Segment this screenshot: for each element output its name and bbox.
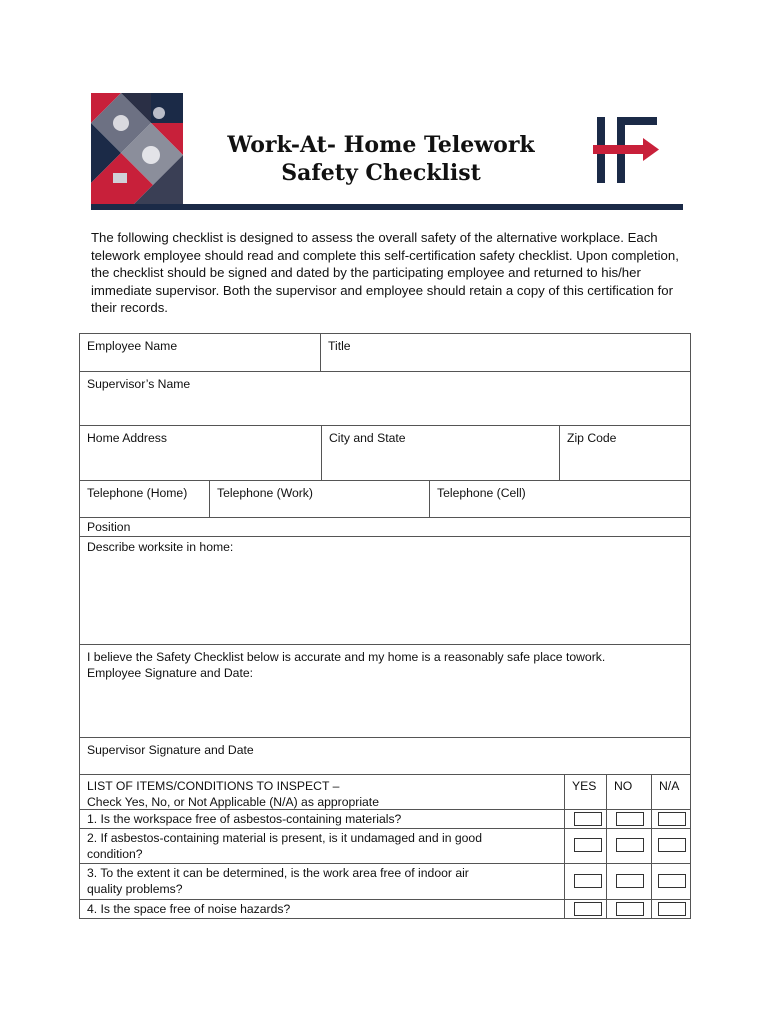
position-field[interactable] (80, 518, 691, 537)
zip-code-label: Zip Code (567, 431, 617, 445)
column-no-label: NO (614, 779, 633, 793)
item-1-no-checkbox[interactable] (616, 812, 644, 826)
item-4-no-checkbox[interactable] (616, 902, 644, 916)
document-header (91, 93, 683, 211)
item-2-no-cell (607, 829, 652, 864)
column-yes-label: YES (572, 779, 597, 793)
item-2-yes-checkbox[interactable] (574, 838, 602, 852)
photo-mosaic-graphic (91, 93, 183, 207)
item-1-yes-cell (565, 810, 607, 829)
checklist-header (80, 775, 565, 810)
title-line-1: Work-At- Home Telework (227, 132, 535, 158)
position-label: Position (87, 520, 131, 534)
belief-statement: I believe the Safety Checklist below is accurate and my home is a reasonably safe place towork. (87, 650, 606, 664)
zip-code-field[interactable] (560, 426, 691, 481)
supervisor-signature-field[interactable] (80, 738, 691, 775)
supervisor-signature-label: Supervisor Signature and Date (87, 743, 254, 757)
checklist-item-3-text-cont: quality problems? (87, 882, 183, 896)
title-field[interactable] (321, 334, 691, 372)
item-1-na-checkbox[interactable] (658, 812, 686, 826)
item-2-na-checkbox[interactable] (658, 838, 686, 852)
title-line-2: Safety Checklist (281, 160, 481, 186)
telephone-home-field[interactable] (80, 481, 210, 518)
item-2-na-cell (652, 829, 691, 864)
item-2-no-checkbox[interactable] (616, 838, 644, 852)
checklist-item-3-text: 3. To the extent it can be determined, is the work area free of indoor air (87, 866, 469, 880)
telephone-work-label: Telephone (Work) (217, 486, 313, 500)
telephone-cell-label: Telephone (Cell) (437, 486, 526, 500)
home-address-label: Home Address (87, 431, 167, 445)
worksite-description-field[interactable] (80, 537, 691, 645)
city-state-field[interactable] (322, 426, 560, 481)
checklist-header-line-2: Check Yes, No, or Not Applicable (N/A) as appropriate (87, 795, 379, 809)
column-no-header (607, 775, 652, 810)
checklist-item-4-text: 4. Is the space free of noise hazards? (87, 902, 291, 916)
checklist-item-2-text: 2. If asbestos-containing material is present, is it undamaged and in good (87, 831, 482, 845)
home-address-field[interactable] (80, 426, 322, 481)
item-4-na-cell (652, 900, 691, 919)
item-3-na-cell (652, 864, 691, 900)
item-3-no-cell (607, 864, 652, 900)
document-title (211, 131, 551, 187)
checklist-item-1-text: 1. Is the workspace free of asbestos-containing materials? (87, 812, 402, 826)
supervisor-name-label: Supervisor’s Name (87, 377, 191, 391)
worksite-label: Describe worksite in home: (87, 540, 234, 554)
item-1-na-cell (652, 810, 691, 829)
item-4-yes-checkbox[interactable] (574, 902, 602, 916)
employee-name-label: Employee Name (87, 339, 178, 353)
supervisor-name-field[interactable] (80, 372, 691, 426)
telephone-cell-field[interactable] (430, 481, 691, 518)
telephone-work-field[interactable] (210, 481, 430, 518)
employee-signature-field[interactable] (80, 645, 691, 738)
item-4-yes-cell (565, 900, 607, 919)
telework-form (79, 333, 691, 919)
header-rule (91, 204, 683, 210)
item-4-no-cell (607, 900, 652, 919)
checklist-item-4 (80, 900, 565, 919)
item-3-no-checkbox[interactable] (616, 874, 644, 888)
checklist-item-2 (80, 829, 565, 864)
city-state-label: City and State (329, 431, 406, 445)
item-1-no-cell (607, 810, 652, 829)
title-label: Title (328, 339, 351, 353)
employee-name-field[interactable] (80, 334, 321, 372)
employee-signature-label: Employee Signature and Date: (87, 666, 253, 680)
item-3-na-checkbox[interactable] (658, 874, 686, 888)
telephone-home-label: Telephone (Home) (87, 486, 188, 500)
checklist-item-2-text-cont: condition? (87, 847, 143, 861)
item-3-yes-checkbox[interactable] (574, 874, 602, 888)
item-1-yes-checkbox[interactable] (574, 812, 602, 826)
item-3-yes-cell (565, 864, 607, 900)
column-yes-header (565, 775, 607, 810)
intro-paragraph: The following checklist is designed to assess the overall safety of the alternative workplace. Each telework employee should read and complete this self-certification safety checklist. Upon completion, the checklist should be signed and dated by the participating employee and returned to his/her immediate supervisor. Both the supervisor and employee should retain a copy of this certification for their records. (91, 230, 679, 316)
hf-logo (591, 113, 663, 185)
column-na-label: N/A (659, 779, 680, 793)
checklist-item-3 (80, 864, 565, 900)
checklist-header-line-1: LIST OF ITEMS/CONDITIONS TO INSPECT – (87, 779, 340, 793)
item-4-na-checkbox[interactable] (658, 902, 686, 916)
column-na-header (652, 775, 691, 810)
checklist-item-1 (80, 810, 565, 829)
item-2-yes-cell (565, 829, 607, 864)
